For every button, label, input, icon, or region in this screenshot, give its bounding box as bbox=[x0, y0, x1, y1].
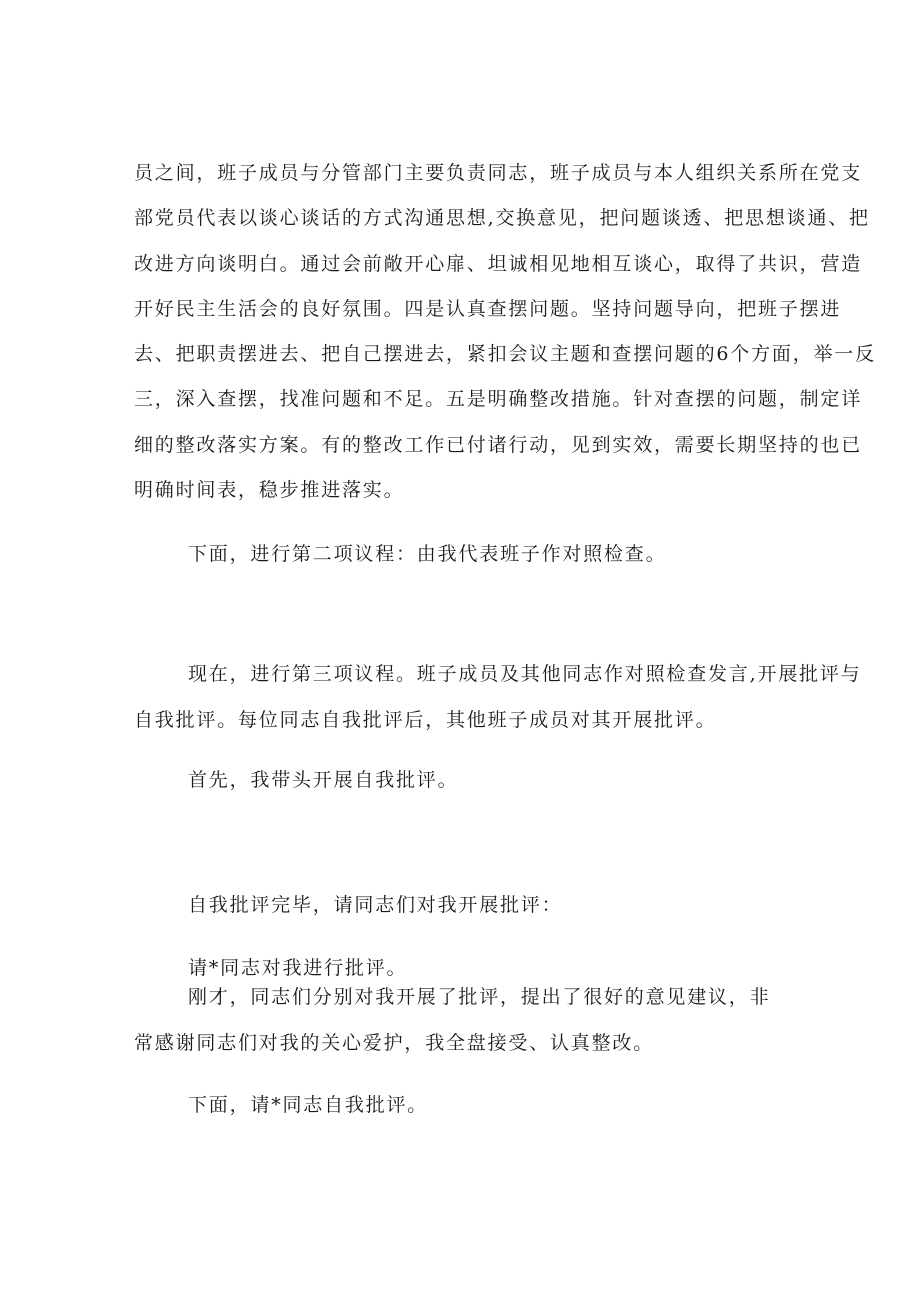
paragraph-1-line-8: 明确时间表，稳步推进落实。 bbox=[134, 479, 405, 501]
paragraph-3-line-1: 现在，进行第三项议程。班子成员及其他同志作对照检查发言,开展批评与 bbox=[188, 663, 862, 685]
paragraph-3-line-2: 自我批评。每位同志自我批评后，其他班子成员对其开展批评。 bbox=[134, 709, 717, 731]
paragraph-8: 下面，请*同志自我批评。 bbox=[188, 1094, 429, 1116]
paragraph-1-line-2: 部党员代表以谈心谈话的方式沟通思想,交换意见，把问题谈透、把思想谈通、把 bbox=[134, 207, 870, 229]
paragraph-7-line-2: 常感谢同志们对我的关心爱护，我全盘接受、认真整改。 bbox=[134, 1032, 655, 1054]
paragraph-6: 请*同志对我进行批评。 bbox=[188, 957, 408, 979]
paragraph-7-line-1: 刚才，同志们分别对我开展了批评，提出了很好的意见建议，非 bbox=[188, 986, 771, 1008]
paragraph-4: 首先，我带头开展自我批评。 bbox=[188, 769, 459, 791]
paragraph-1-line-7: 细的整改落实方案。有的整改工作已付诸行动，见到实效，需要长期坚持的也已 bbox=[134, 434, 863, 456]
paragraph-1-line-1: 员之间，班子成员与分管部门主要负责同志，班子成员与本人组织关系所在党支 bbox=[134, 162, 863, 184]
paragraph-2: 下面，进行第二项议程：由我代表班子作对照检查。 bbox=[188, 543, 667, 565]
paragraph-5: 自我批评完毕，请同志们对我开展批评： bbox=[188, 894, 563, 916]
paragraph-1-line-5: 去、把职责摆进去、把自己摆进去，紧扣会议主题和查摆问题的6个方面，举一反 bbox=[134, 343, 876, 365]
paragraph-1-line-6: 三，深入查摆，找准问题和不足。五是明确整改措施。针对查摆的问题，制定详 bbox=[134, 388, 863, 410]
paragraph-1-line-3: 改进方向谈明白。通过会前敞开心扉、坦诚相见地相互谈心，取得了共识，营造 bbox=[134, 253, 863, 275]
paragraph-1-line-4: 开好民主生活会的良好氛围。四是认真查摆问题。坚持问题导向，把班子摆进 bbox=[134, 298, 842, 320]
